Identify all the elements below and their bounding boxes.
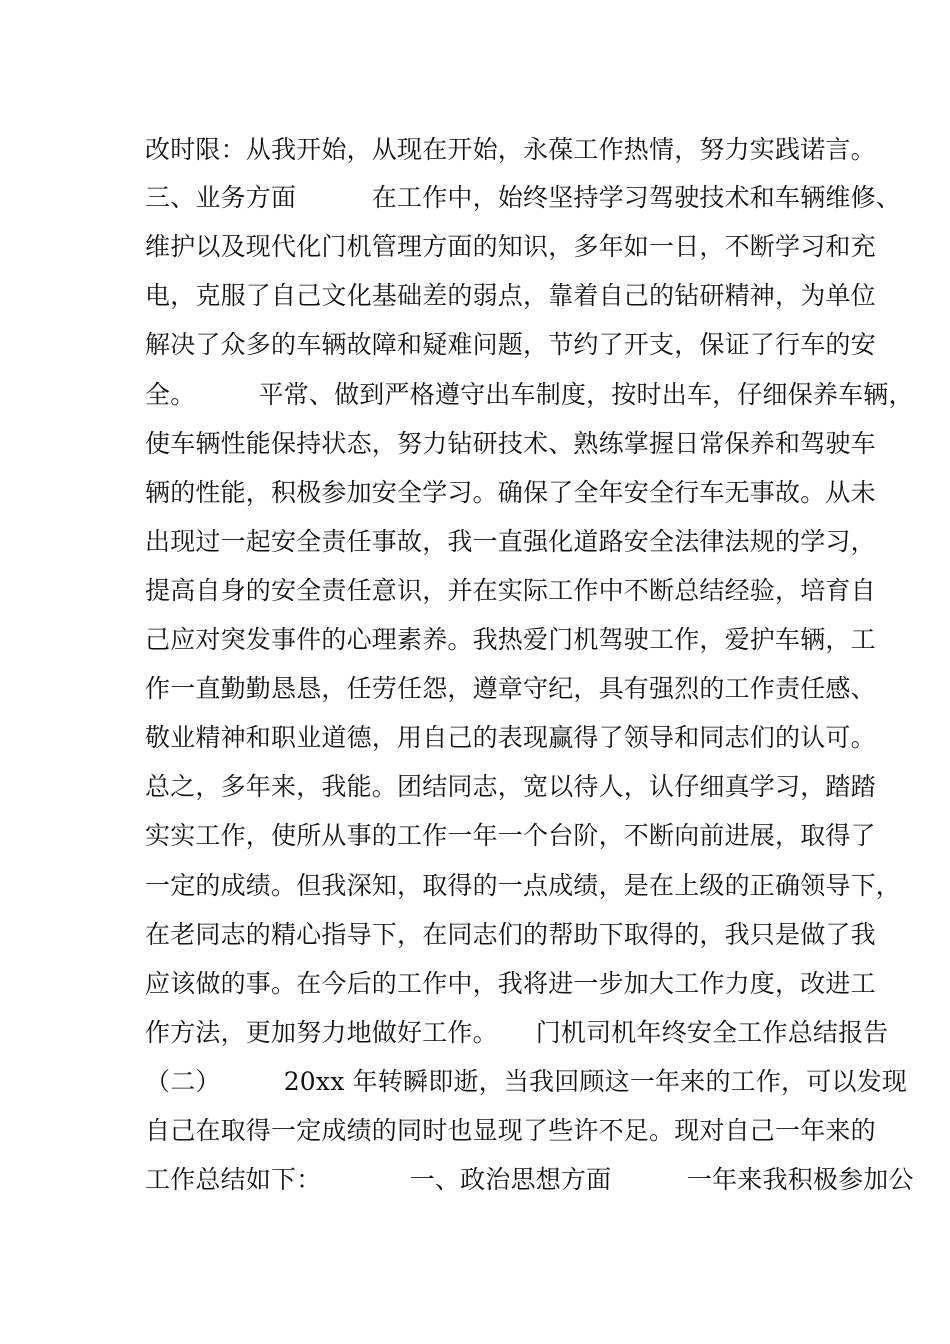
text-line: 改时限：从我开始，从现在开始，永葆工作热情，努力实践诺言。 [145,135,876,164]
text-line: 作方法，更加努力地做好工作。 门机司机年终安全工作总结报告 [145,1018,889,1047]
text-line: 出现过一起安全责任事故，我一直强化道路安全法律法规的学习， [145,527,876,556]
text-line: 解决了众多的车辆故障和疑难问题，节约了开支，保证了行车的安 [145,330,876,359]
text-line: 自己在取得一定成绩的同时也显现了些许不足。现对自己一年来的 [145,1116,876,1145]
text-line: 敬业精神和职业道德，用自己的表现赢得了领导和同志们的认可。 [145,723,876,752]
text-line: 工作总结如下： 一、政治思想方面 一年来我积极参加公 [145,1165,914,1194]
text-line: 全。 平常、做到严格遵守出车制度，按时出车，仔细保养车辆， [145,380,914,409]
text-line: 提高自身的安全责任意识，并在实际工作中不断总结经验，培育自 [145,576,876,605]
text-line: （二） 20xx 年转瞬即逝，当我回顾这一年来的工作，可以发现 [145,1067,908,1096]
text-line: 己应对突发事件的心理素养。我热爱门机驾驶工作，爱护车辆，工 [145,625,876,654]
text-line: 三、业务方面 在工作中，始终坚持学习驾驶技术和车辆维修、 [145,183,902,212]
text-line: 应该做的事。在今后的工作中，我将进一步加大工作力度，改进工 [145,969,876,998]
text-line: 使车辆性能保持状态，努力钻研技术、熟练掌握日常保养和驾驶车 [145,429,876,458]
text-line: 总之，多年来，我能。团结同志，宽以待人，认仔细真学习，踏踏 [145,772,876,801]
text-line: 在老同志的精心指导下，在同志们的帮助下取得的，我只是做了我 [145,920,876,949]
text-line: 辆的性能，积极参加安全学习。确保了全年安全行车无事故。从未 [145,478,876,507]
text-line: 电，克服了自己文化基础差的弱点，靠着自己的钻研精神，为单位 [145,281,876,310]
text-line: 实实工作，使所从事的工作一年一个台阶，不断向前进展，取得了 [145,821,876,850]
text-line: 作一直勤勤恳恳，任劳任怨，遵章守纪，具有强烈的工作责任感、 [145,674,876,703]
text-line: 维护以及现代化门机管理方面的知识，多年如一日，不断学习和充 [145,232,876,261]
text-line: 一定的成绩。但我深知，取得的一点成绩，是在上级的正确领导下， [145,871,902,900]
